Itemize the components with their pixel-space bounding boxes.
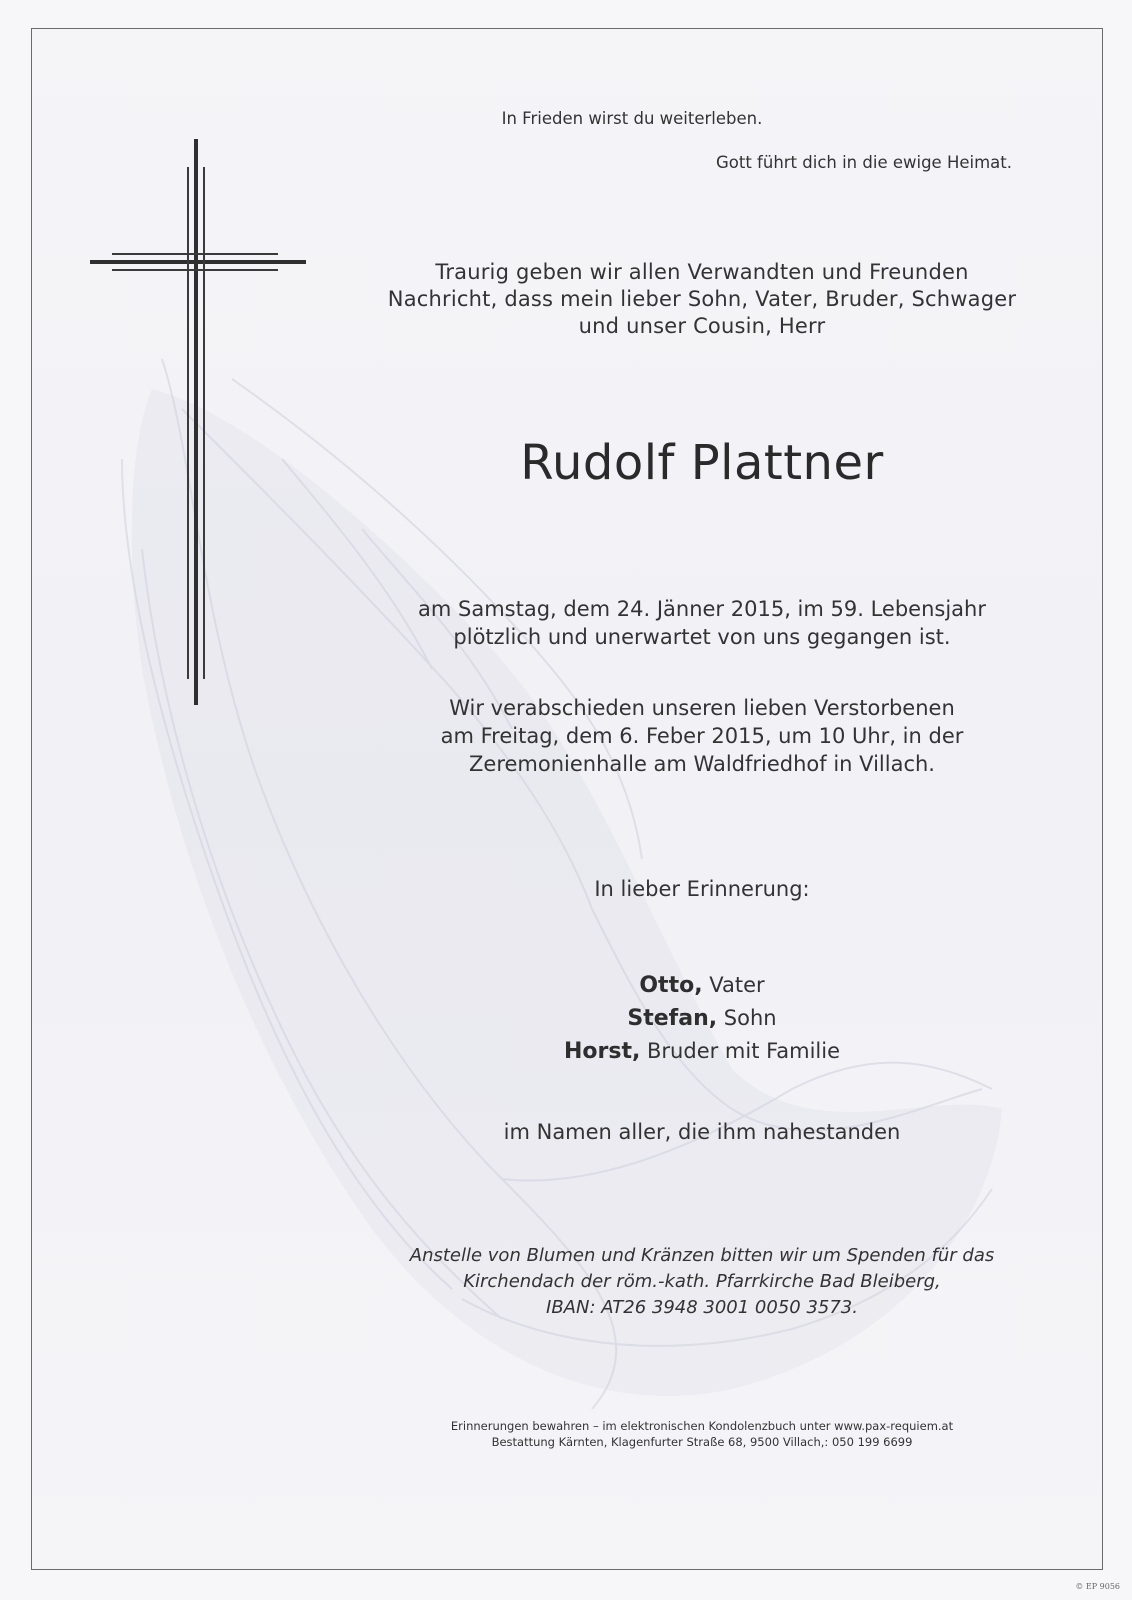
farewell-line: Zeremonienhalle am Waldfriedhof in Villach. — [469, 752, 935, 776]
farewell-notice — [322, 694, 1082, 778]
donation-line: Anstelle von Blumen und Kränzen bitten wir um Spenden für das — [409, 1245, 995, 1266]
mourner-name: Horst, — [563, 1039, 641, 1064]
farewell-line: am Freitag, dem 6. Feber 2015, um 10 Uhr, in der — [440, 724, 964, 748]
death-line: plötzlich und unerwartet von uns gegangen ist. — [453, 625, 951, 649]
footer-line: Bestattung Kärnten, Klagenfurter Straße 68, 9500 Villach,: 050 199 6699 — [491, 1435, 913, 1449]
mourner-relation: Sohn — [723, 1006, 777, 1030]
copyright-mark: © EP 9056 — [1075, 1582, 1120, 1591]
mourner-item — [322, 969, 1082, 1002]
closing-text: im Namen aller, die ihm nahestanden — [503, 1120, 901, 1144]
intro-line: Traurig geben wir allen Verwandten und Freunden — [435, 260, 969, 284]
footer — [322, 1418, 1082, 1450]
death-line: am Samstag, dem 24. Jänner 2015, im 59. Lebensjahr — [418, 597, 986, 621]
cross-icon — [90, 139, 306, 705]
obituary-page — [31, 28, 1103, 1570]
donation-line: IBAN: AT26 3948 3001 0050 3573. — [546, 1297, 858, 1318]
mourner-item — [322, 1002, 1082, 1035]
death-notice — [322, 595, 1082, 651]
deceased-name: Rudolf Plattner — [520, 435, 884, 491]
donation-request — [322, 1243, 1082, 1321]
intro-line: Nachricht, dass mein lieber Sohn, Vater, Bruder, Schwager — [387, 287, 1017, 311]
donation-line: Kirchendach der röm.-kath. Pfarrkirche Bad Bleiberg, — [463, 1271, 941, 1292]
footer-line: Erinnerungen bewahren – im elektronischen Kondolenzbuch unter www.pax-requiem.at — [450, 1419, 954, 1433]
mourner-name: Stefan, — [627, 1006, 718, 1031]
mourner-name: Otto, — [639, 973, 703, 998]
motto-line-1: In Frieden wirst du weiterleben. — [501, 109, 763, 128]
farewell-line: Wir verabschieden unseren lieben Verstorbenen — [449, 696, 955, 720]
mourners-list — [322, 969, 1082, 1068]
intro-text — [322, 259, 1082, 340]
motto-line-2: Gott führt dich in die ewige Heimat. — [715, 153, 1012, 172]
memory-heading: In lieber Erinnerung: — [594, 877, 810, 901]
mourner-relation: Bruder mit Familie — [647, 1039, 841, 1063]
mourner-item — [322, 1035, 1082, 1068]
intro-line: und unser Cousin, Herr — [578, 314, 826, 338]
mourner-relation: Vater — [709, 973, 765, 997]
